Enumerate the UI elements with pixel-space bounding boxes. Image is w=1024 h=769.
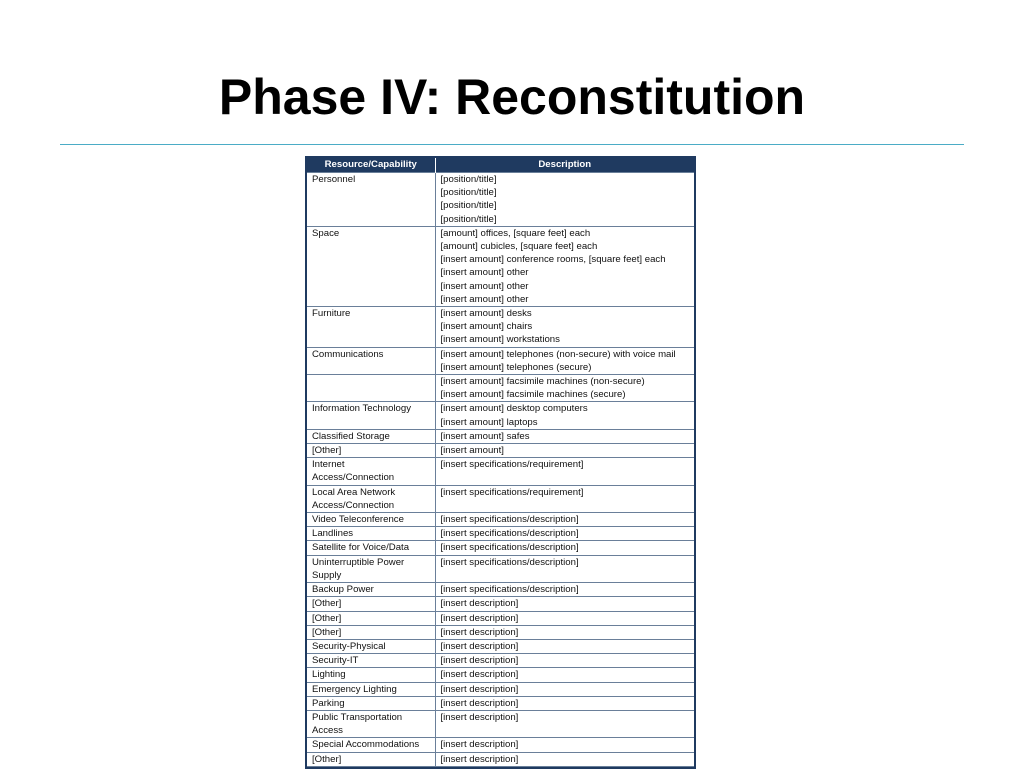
description-text: [insert amount] [440, 445, 504, 457]
description-cell [435, 173, 694, 227]
table-row [307, 444, 694, 458]
resource-text: Backup Power [312, 584, 374, 596]
description-text: [insert specifications/description] [440, 556, 579, 568]
description-cell [435, 597, 694, 611]
resource-cell [307, 402, 435, 429]
resource-cell [307, 347, 435, 374]
table-row [307, 611, 694, 625]
resource-text: Uninterruptible Power [312, 556, 405, 568]
description-cell [435, 682, 694, 696]
description-text: [position/title] [440, 174, 497, 185]
resource-cell [307, 654, 435, 668]
resource-cell [307, 682, 435, 696]
description-cell [435, 458, 694, 485]
description-text: [insert amount] chairs [440, 321, 533, 333]
description-cell [435, 541, 694, 555]
description-text: [insert amount] facsimile machines (non-secure) [440, 376, 645, 388]
resource-cell [307, 583, 435, 597]
table-row [307, 513, 694, 527]
resource-table-container [305, 156, 696, 769]
description-cell [435, 668, 694, 682]
table-row [307, 226, 694, 306]
resource-cell [307, 696, 435, 710]
description-text: [insert description] [440, 598, 519, 610]
resource-cell [307, 611, 435, 625]
resource-text: Security-IT [312, 655, 359, 667]
description-cell [435, 485, 694, 512]
description-text: [insert amount] facsimile machines (secure) [440, 389, 626, 401]
table-row [307, 429, 694, 443]
description-text: [insert amount] desktop computers [440, 403, 588, 415]
table-body [307, 173, 694, 767]
description-text: [position/title] [440, 200, 497, 212]
table-row [307, 682, 694, 696]
description-cell [435, 429, 694, 443]
resource-cell [307, 541, 435, 555]
table-row [307, 402, 694, 429]
table-row [307, 710, 694, 737]
table-row [307, 668, 694, 682]
table-row [307, 173, 694, 227]
table-row [307, 738, 694, 752]
resource-text: Communications [312, 348, 384, 360]
resource-text: Landlines [312, 528, 354, 540]
description-text: [insert description] [440, 640, 519, 652]
resource-cell [307, 555, 435, 582]
resource-text: Video Teleconference [312, 514, 404, 526]
header-resource: Resource/Capability [307, 158, 435, 173]
resource-cell [307, 639, 435, 653]
description-text: [insert description] [440, 626, 519, 638]
description-text: [insert description] [440, 669, 519, 681]
resource-cell [307, 513, 435, 527]
description-cell [435, 347, 694, 374]
resource-cell [307, 173, 435, 227]
description-text: [position/title] [440, 187, 497, 199]
table-row [307, 527, 694, 541]
description-cell [435, 375, 694, 402]
resource-text: Satellite for Voice/Data [312, 542, 410, 554]
description-text: [insert description] [440, 683, 519, 695]
resource-text: Classified Storage [312, 430, 390, 442]
resource-text: Access [312, 725, 343, 737]
table-row [307, 307, 694, 348]
description-text: [insert amount] telephones (secure) [440, 361, 592, 373]
description-cell [435, 527, 694, 541]
resource-text: Internet [312, 459, 345, 471]
resource-text: Access/Connection [312, 472, 395, 484]
description-cell [435, 513, 694, 527]
description-text: [insert description] [440, 739, 519, 751]
resource-cell [307, 375, 435, 402]
resource-cell [307, 527, 435, 541]
description-text: [insert specifications/description] [440, 584, 579, 596]
description-text: [insert specifications/description] [440, 528, 579, 540]
description-text: [insert amount] workstations [440, 334, 560, 346]
resource-text: [Other] [312, 753, 342, 765]
description-cell [435, 625, 694, 639]
resource-text: [Other] [312, 626, 342, 638]
description-text: [insert description] [440, 753, 519, 765]
description-text: [insert amount] safes [440, 430, 530, 442]
description-text: [insert amount] conference rooms, [square feet] each [440, 254, 666, 266]
description-cell [435, 696, 694, 710]
resource-text: Personnel [312, 174, 356, 185]
table-row [307, 696, 694, 710]
description-cell [435, 444, 694, 458]
title-divider [60, 144, 964, 145]
description-text: [insert description] [440, 655, 519, 667]
resource-cell [307, 444, 435, 458]
resource-text: Emergency Lighting [312, 683, 397, 695]
description-text: [insert amount] other [440, 267, 529, 279]
resource-cell [307, 597, 435, 611]
description-text: [insert amount] laptops [440, 416, 538, 428]
resource-text: Access/Connection [312, 499, 395, 511]
resource-cell [307, 429, 435, 443]
description-text: [insert description] [440, 697, 519, 709]
resource-text: Furniture [312, 308, 351, 320]
header-description: Description [435, 158, 694, 173]
table-row [307, 625, 694, 639]
resource-text: Space [312, 227, 340, 239]
description-text: [insert specifications/description] [440, 514, 579, 526]
description-cell [435, 402, 694, 429]
resource-cell [307, 458, 435, 485]
description-cell [435, 307, 694, 348]
resource-text: [Other] [312, 598, 342, 610]
table-row [307, 654, 694, 668]
table-row [307, 752, 694, 766]
resource-cell [307, 668, 435, 682]
table-row [307, 375, 694, 402]
description-text: [insert amount] telephones (non-secure) with voice mail [440, 348, 676, 360]
description-cell [435, 710, 694, 737]
resource-cell [307, 485, 435, 512]
resource-cell [307, 738, 435, 752]
table-row [307, 639, 694, 653]
resource-cell [307, 307, 435, 348]
description-cell [435, 226, 694, 306]
description-text: [insert description] [440, 711, 519, 723]
description-cell [435, 752, 694, 766]
resource-text: Public Transportation [312, 711, 403, 723]
resource-text: Information Technology [312, 403, 412, 415]
resource-cell [307, 710, 435, 737]
resource-cell [307, 752, 435, 766]
description-text: [insert amount] desks [440, 308, 532, 320]
resource-text: Lighting [312, 669, 346, 681]
description-cell [435, 611, 694, 625]
description-text: [insert specifications/requirement] [440, 486, 584, 498]
resource-text: Supply [312, 569, 342, 581]
description-text: [position/title] [440, 213, 497, 225]
description-text: [insert amount] other [440, 293, 529, 305]
description-text: [insert description] [440, 612, 519, 624]
resource-text: [Other] [312, 612, 342, 624]
resource-table [307, 158, 694, 767]
table-row [307, 555, 694, 582]
description-cell [435, 583, 694, 597]
table-row [307, 583, 694, 597]
resource-cell [307, 226, 435, 306]
resource-text [312, 375, 431, 388]
description-text: [amount] offices, [square feet] each [440, 227, 591, 239]
table-header-row [307, 158, 694, 173]
description-cell [435, 738, 694, 752]
table-row [307, 597, 694, 611]
resource-text: Security-Physical [312, 640, 386, 652]
resource-cell [307, 625, 435, 639]
resource-text: Special Accommodations [312, 739, 420, 751]
slide-title: Phase IV: Reconstitution [218, 69, 806, 125]
description-cell [435, 654, 694, 668]
description-text: [insert amount] other [440, 280, 529, 292]
resource-text: Parking [312, 697, 345, 709]
table-row [307, 458, 694, 485]
description-text: [insert specifications/description] [440, 542, 579, 554]
resource-text: [Other] [312, 445, 342, 457]
table-row [307, 541, 694, 555]
description-cell [435, 555, 694, 582]
description-cell [435, 639, 694, 653]
table-row [307, 485, 694, 512]
description-text: [amount] cubicles, [square feet] each [440, 241, 598, 253]
table-row [307, 347, 694, 374]
description-text: [insert specifications/requirement] [440, 459, 584, 471]
resource-text: Local Area Network [312, 486, 396, 498]
